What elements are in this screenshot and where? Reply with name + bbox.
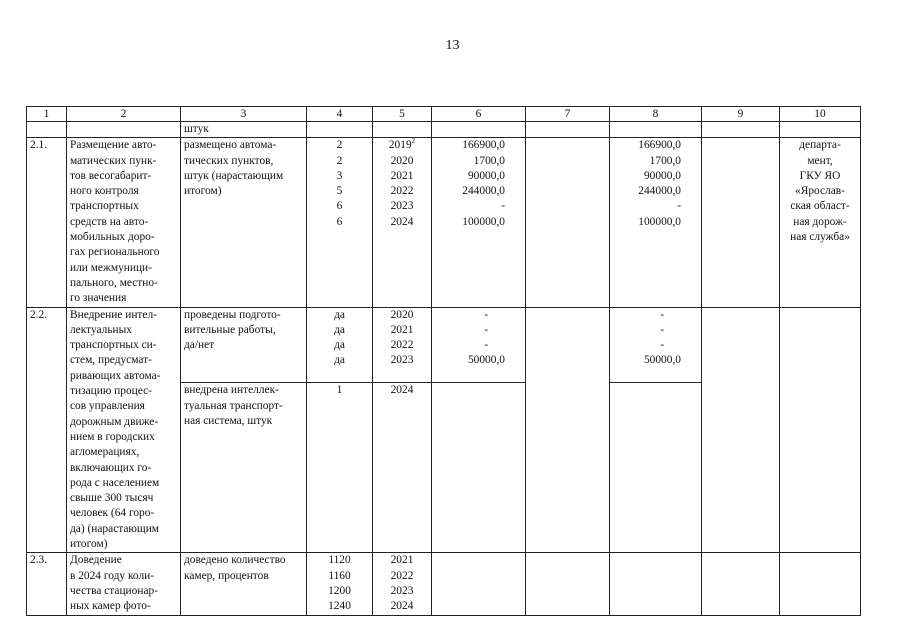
table-row: [27, 138, 861, 307]
funding-total: - - - 50000,0: [432, 307, 526, 383]
page-number: 13: [445, 38, 460, 53]
col-header-9: 9: [702, 107, 780, 122]
funding-regional: 166900,0 1700,0 90000,0 244000,0 - 100000,0: [610, 138, 702, 307]
funding-regional: - - - 50000,0: [610, 307, 702, 383]
years: 2019$^2$ 2020 2021 2022 2023 2024: [373, 138, 432, 307]
years: 2021 2022 2023 2024: [373, 553, 432, 615]
row-number: 2.3.: [27, 553, 67, 615]
indicator-values: 1: [307, 383, 373, 553]
executor: департа- мент, ГКУ ЯО «Ярослав- ская област- ная дорож- ная служба»: [780, 138, 861, 307]
measure-name: Размещение авто- матических пунк- тов весогабарит- ного контроля транспортных средств на авто- мобильных доро- гах регионального или межмуници- пального, местно- го значения: [67, 138, 181, 307]
table-row: [27, 307, 861, 383]
row-number: 2.1.: [27, 138, 67, 307]
indicator-text: доведено количество камер, процентов: [181, 553, 307, 615]
indicator-values: 2 2 3 5 6 6: [307, 138, 373, 307]
years: 2024: [373, 383, 432, 553]
col-header-1: 1: [27, 107, 67, 122]
program-table: [26, 106, 861, 616]
continuation-unit: штук: [181, 122, 307, 138]
col-header-10: 10: [780, 107, 861, 122]
col-header-7: 7: [526, 107, 610, 122]
row-number: 2.2.: [27, 307, 67, 553]
col-header-4: 4: [307, 107, 373, 122]
indicator-values: да да да да: [307, 307, 373, 383]
table-row: [27, 553, 861, 615]
col-header-5: 5: [373, 107, 432, 122]
col-header-8: 8: [610, 107, 702, 122]
col-header-3: 3: [181, 107, 307, 122]
footnote-mark: 2: [411, 137, 416, 146]
funding-total: 166900,0 1700,0 90000,0 244000,0 - 100000,0: [432, 138, 526, 307]
indicator-values: 1120 1160 1200 1240: [307, 553, 373, 615]
col-header-6: 6: [432, 107, 526, 122]
continuation-row: [27, 122, 861, 138]
indicator-text: проведены подгото- вительные работы, да/нет: [181, 307, 307, 383]
indicator-text: размещено автома- тических пунктов, штук (нарастающим итогом): [181, 138, 307, 307]
column-number-row: [27, 107, 861, 122]
indicator-text: внедрена интеллек- туальная транспорт- ная система, штук: [181, 383, 307, 553]
measure-name: Внедрение интел- лектуальных транспортных си- стем, предусмат- ривающих автома- тизацию процес- сов управления дорожным движе- нием в городских агломерациях, включающих го- рода с населением свыше 300 тысяч человек (64 горо- да) (нарастающим итогом): [67, 307, 181, 553]
measure-name: Доведение в 2024 году коли- чества стационар- ных камер фото-: [67, 553, 181, 615]
col-header-2: 2: [67, 107, 181, 122]
years: 2020 2021 2022 2023: [373, 307, 432, 383]
